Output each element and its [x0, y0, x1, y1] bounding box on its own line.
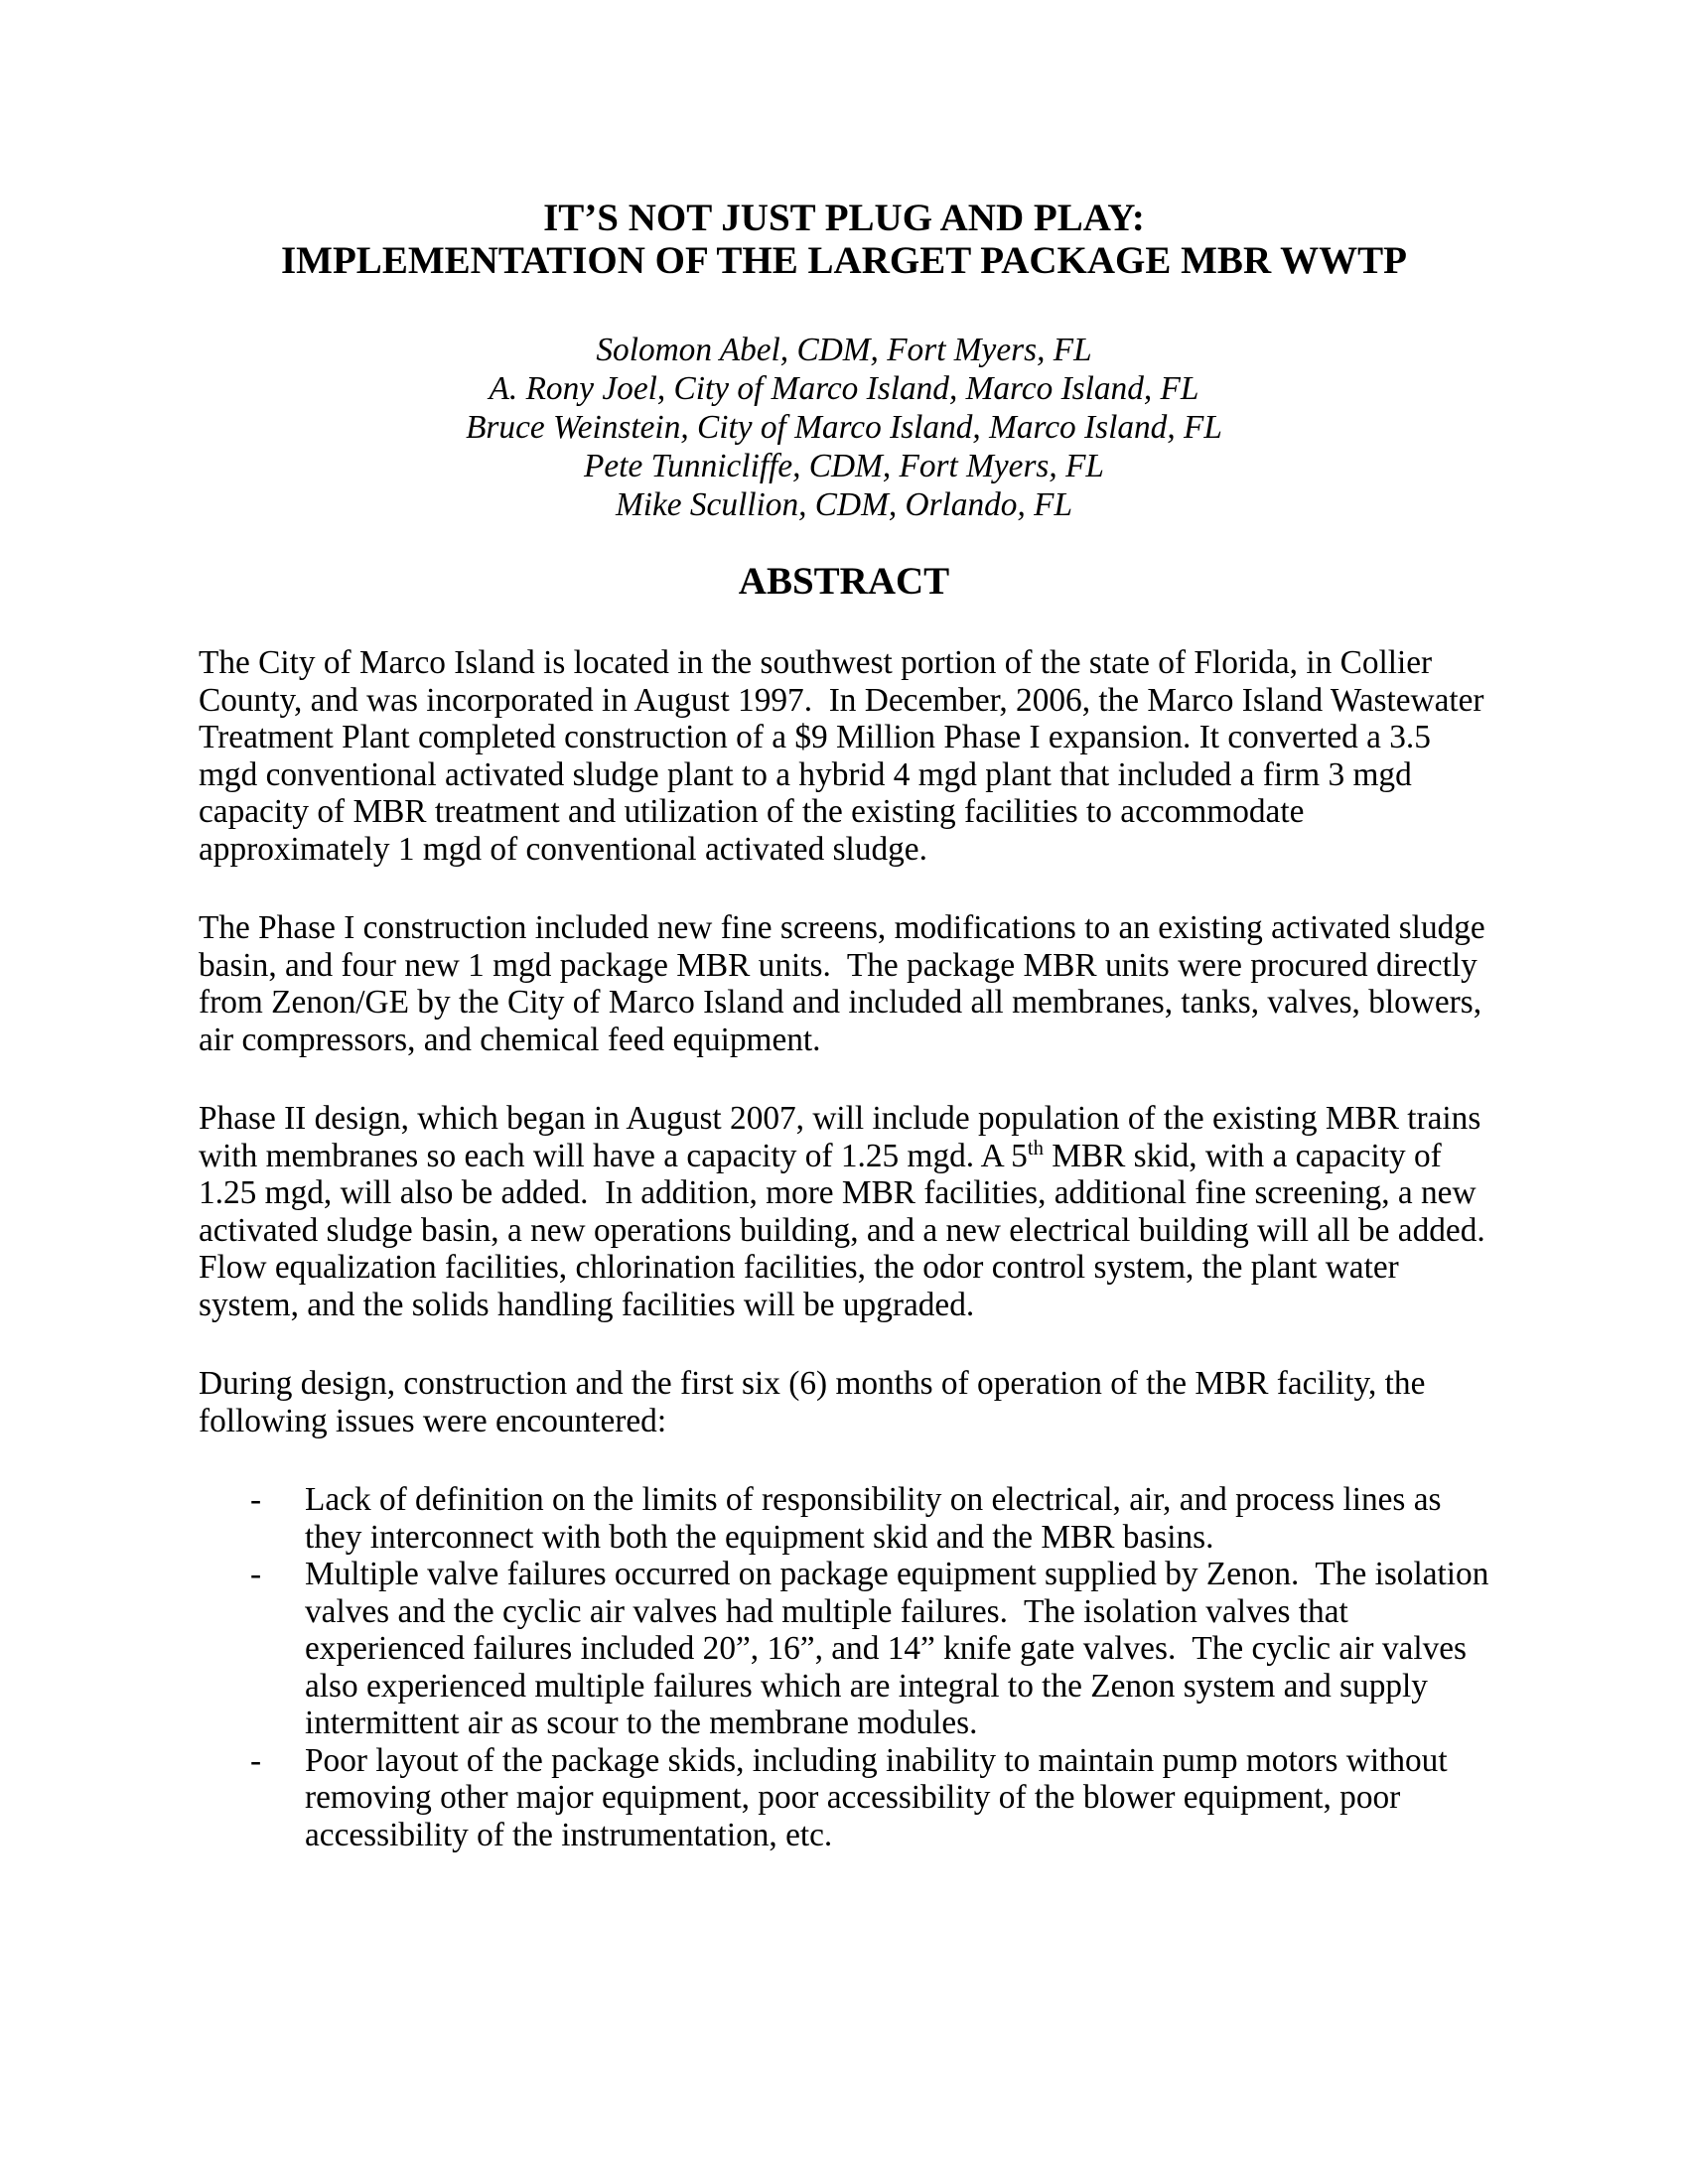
author-line-1: Solomon Abel, CDM, Fort Myers, FL	[596, 332, 1092, 368]
paper-title-line-1: IT’S NOT JUST PLUG AND PLAY:	[543, 197, 1145, 239]
issue-item-2-text: Multiple valve failures occurred on package equipment supplied by Zenon. The isolation valves and the cyclic air valves had multiple failures. The isolation valves that experienced failures included 20”, 16”, and 14” knife gate valves. The cyclic air valves also experienced multiple failures which are integral to the Zenon system and supply intermittent air as scour to the membrane modules.	[305, 1556, 1497, 1741]
abstract-paragraph-3	[199, 1100, 1494, 1323]
author-line-2: A. Rony Joel, City of Marco Island, Marco Island, FL	[489, 370, 1199, 407]
paper-title-line-2: IMPLEMENTATION OF THE LARGET PACKAGE MBR WWTP	[281, 239, 1407, 282]
dash-bullet-icon: -	[250, 1481, 262, 1518]
paragraph-3-text-after-superscript: MBR skid, with a capacity of 1.25 mgd, will also be added. In addition, more MBR facilities, additional fine screening, a new activated sludge basin, a new operations building, and a new electrical building will all be added. Flow equalization facilities, chlorination facilities, the odor control system, the plant water system, and the solids handling facilities will be upgraded.	[199, 1137, 1494, 1323]
abstract-paragraph-2: The Phase I construction included new fine screens, modifications to an existing activated sludge basin, and four new 1 mgd package MBR units. The package MBR units were procured directly from Zenon/GE by the City of Marco Island and included all membranes, tanks, valves, blowers, air compressors, and chemical feed equipment.	[199, 909, 1494, 1058]
issue-item-1	[199, 1481, 1489, 1556]
author-block	[199, 331, 1489, 524]
issue-item-1-text: Lack of definition on the limits of responsibility on electrical, air, and process lines as they interconnect with both the equipment skid and the MBR basins.	[305, 1481, 1450, 1556]
author-line-3: Bruce Weinstein, City of Marco Island, Marco Island, FL	[466, 409, 1222, 446]
paper-title	[199, 197, 1489, 282]
ordinal-superscript: th	[1027, 1137, 1044, 1160]
issue-item-3-text: Poor layout of the package skids, including inability to maintain pump motors without removing other major equipment, poor accessibility of the blower equipment, poor accessibility of the instrumentation, etc.	[305, 1741, 1456, 1853]
abstract-paragraph-4: During design, construction and the first six (6) months of operation of the MBR facility, the following issues were encountered:	[199, 1365, 1434, 1439]
dash-bullet-icon: -	[250, 1741, 262, 1779]
issues-list	[199, 1481, 1497, 1853]
author-line-5: Mike Scullion, CDM, Orlando, FL	[615, 486, 1073, 523]
paragraph-3-text-before-superscript: Phase II design, which began in August 2007, will include population of the existing MBR trains with membranes so each will have a capacity of 1.25 mgd. A 5	[199, 1100, 1489, 1174]
abstract-heading: ABSTRACT	[738, 560, 950, 603]
abstract-paragraph-1: The City of Marco Island is located in the southwest portion of the state of Florida, in Collier County, and was incorporated in August 1997. In December, 2006, the Marco Island Wastewater Treatment Plant completed construction of a $9 Million Phase I expansion. It converted a 3.5 mgd conventional activated sludge plant to a hybrid 4 mgd plant that included a firm 3 mgd capacity of MBR treatment and utilization of the existing facilities to accommodate approximately 1 mgd of conventional activated sludge.	[199, 644, 1492, 868]
issue-item-3	[199, 1742, 1489, 1854]
author-line-4: Pete Tunnicliffe, CDM, Fort Myers, FL	[584, 448, 1104, 484]
dash-bullet-icon: -	[250, 1556, 262, 1592]
issue-item-2	[199, 1556, 1497, 1742]
